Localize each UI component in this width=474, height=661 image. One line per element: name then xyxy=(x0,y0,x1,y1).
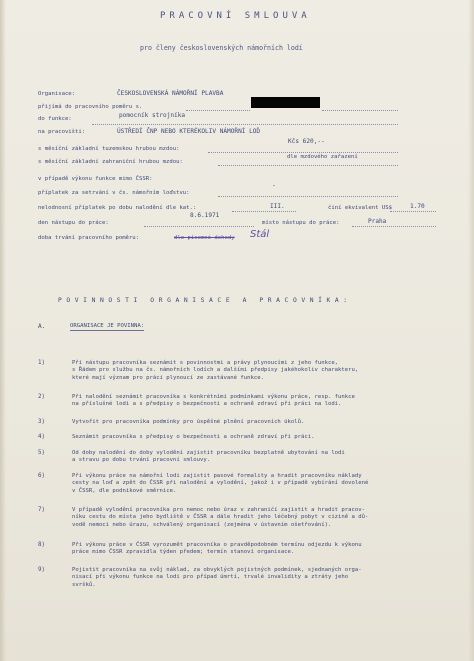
equivalent-value: 1.70 xyxy=(410,203,425,210)
duty-number: 6) xyxy=(38,473,45,479)
equivalent-label: činí ekvivalent US$ xyxy=(328,205,392,211)
start-date-value: 8.6.1971 xyxy=(190,212,220,219)
duty-number: 1) xyxy=(38,360,45,366)
document-title: PRACOVNÍ SMLOUVA xyxy=(160,11,311,21)
overseas-allowance-label: nelodnosní příplatek po dobu nalodění dle kat.: xyxy=(38,205,197,211)
start-place-value: Praha xyxy=(368,218,387,225)
workplace-label: na pracovišti: xyxy=(38,129,86,135)
workplace-value: ÚSTŘEDÍ ČNP NEBO KTERÉKOLIV NÁMOŘNÍ LOĎ xyxy=(117,128,261,135)
outside-label: v případě výkonu funkce mimo ČSSR: xyxy=(38,176,153,182)
duty-number: 9) xyxy=(38,567,45,573)
duty-number: 5) xyxy=(38,450,45,456)
salary-foreign-value: dle mzdového zařazení xyxy=(287,154,358,160)
start-place-label: místo nástupu do práce: xyxy=(262,220,340,226)
start-date-label: den nástupu do práce: xyxy=(38,220,109,226)
duration-handwritten-value: Stál xyxy=(250,229,270,240)
duty-item-5: Od doby nalodění do doby vylodění zajistit pracovníku bezplatně ubytování na lodi a stravu po dobu trvání pracovní smlouvy. xyxy=(72,450,345,464)
equivalent-dotted-line xyxy=(390,211,436,212)
salary-domestic-value: Kčs 620,-- xyxy=(288,138,325,145)
duties-heading: POVINNOSTI ORGANISACE A PRACOVNÍKA: xyxy=(58,297,352,304)
name-dotted-line-tail xyxy=(322,110,398,111)
page-right-edge-shadow xyxy=(468,0,474,661)
function-value: pomocník strojníka xyxy=(119,112,186,119)
salary-domestic-label: s měsíční základní tuzemskou hrubou mzdou: xyxy=(38,146,180,152)
function-dotted-line xyxy=(92,124,398,125)
redacted-name xyxy=(251,97,320,108)
duty-number: 4) xyxy=(38,434,45,440)
start-date-dotted-line xyxy=(144,226,254,227)
duty-item-1: Při nástupu pracovníka seznámit s povinnostmi a právy plynoucími z jeho funkce, s Řádem pro službu na čs. námořních lodích a dalšími předpisy jakéhokoliv charakteru, které mají význam pro práci plynoucí ze zastávané funkce. xyxy=(72,360,359,381)
salary-foreign-dotted-line xyxy=(218,165,398,166)
duty-item-8: Při výkonu práce v ČSSR vyrozumět pracovníka o pravděpodobném termínu odjezdu k výkonu práce mimo ČSSR zpravidla týden předem; termín stanoví organisace. xyxy=(72,542,362,556)
duration-struck-value: dle písemné dohody xyxy=(174,235,235,241)
function-label: do funkce: xyxy=(38,116,72,122)
duty-number: 3) xyxy=(38,419,45,425)
overseas-dotted-line xyxy=(232,211,296,212)
section-title: ORGANISACE JE POVINNA: xyxy=(70,323,145,329)
page-left-edge-shadow xyxy=(0,0,6,661)
salary-domestic-dotted-line xyxy=(208,152,398,153)
start-place-dotted-line xyxy=(352,226,436,227)
duty-item-9: Pojistit pracovníka na svůj náklad, za obvyklých pojistných podmínek, sjednaných orga- nisací při výkonu funkce na lodi pro případ úmrtí, trvalé invalidity a ztráty jeho svršků. xyxy=(72,567,362,588)
organisation-label: Organisace: xyxy=(38,91,76,97)
allowance-dotted-line xyxy=(218,196,398,197)
name-dotted-line xyxy=(186,110,250,111)
duty-item-7: V případě vylodění pracovníka pro nemoc nebo úraz v zahraničí zajistit a hradit pracov- níku cestu do místa jeho bydliště v ČSSR a dále hradit jeho léčebný pobyt v cizině a dů- vodě nemoci nebo úrazu, schválený organisací (zejména v ústavním ošetřování). xyxy=(72,507,369,528)
duty-number: 7) xyxy=(38,507,45,513)
section-letter: A. xyxy=(38,323,46,330)
duty-item-4: Seznámit pracovníka s předpisy o bezpečnosti a ochraně zdraví při práci. xyxy=(72,434,315,440)
allowance-value: - xyxy=(272,182,276,189)
allowance-label: příplatek za setrvání v čs. námořním loďstvu: xyxy=(38,190,190,196)
duty-number: 8) xyxy=(38,542,45,548)
duty-item-2: Při nalodění seznámit pracovníka s konkrétními podmínkami výkonu práce, resp. funkce na příslušné lodi a s předpisy o bezpečnosti a ochraně zdraví při práci na lodi. xyxy=(72,394,355,408)
duty-item-3: Vytvořit pro pracovníka podmínky pro úspěšné plnění pracovních úkolů. xyxy=(72,419,305,425)
document-subtitle: pro členy československých námořních lodí xyxy=(140,44,303,52)
duty-number: 2) xyxy=(38,394,45,400)
overseas-category-value: III. xyxy=(270,203,285,210)
organisation-value: ČESKOSLOVENSKÁ NÁMOŘNÍ PLAVBA xyxy=(117,90,224,97)
duration-label: doba trvání pracovního poměru: xyxy=(38,235,140,241)
salary-foreign-label: s měsíční základní zahraniční hrubou mzdou: xyxy=(38,159,183,165)
duty-item-6: Při výkonu práce na námořní lodi zajistit pasové formality a hradit pracovníku náklady cesty na loď a zpět do ČSSR při nalodění a vylodění, jakož i v případě vybírání dovolené v ČSSR, dle podnikové směrnice. xyxy=(72,473,369,494)
hired-label: přijímá do pracovního poměru s. xyxy=(38,104,143,110)
